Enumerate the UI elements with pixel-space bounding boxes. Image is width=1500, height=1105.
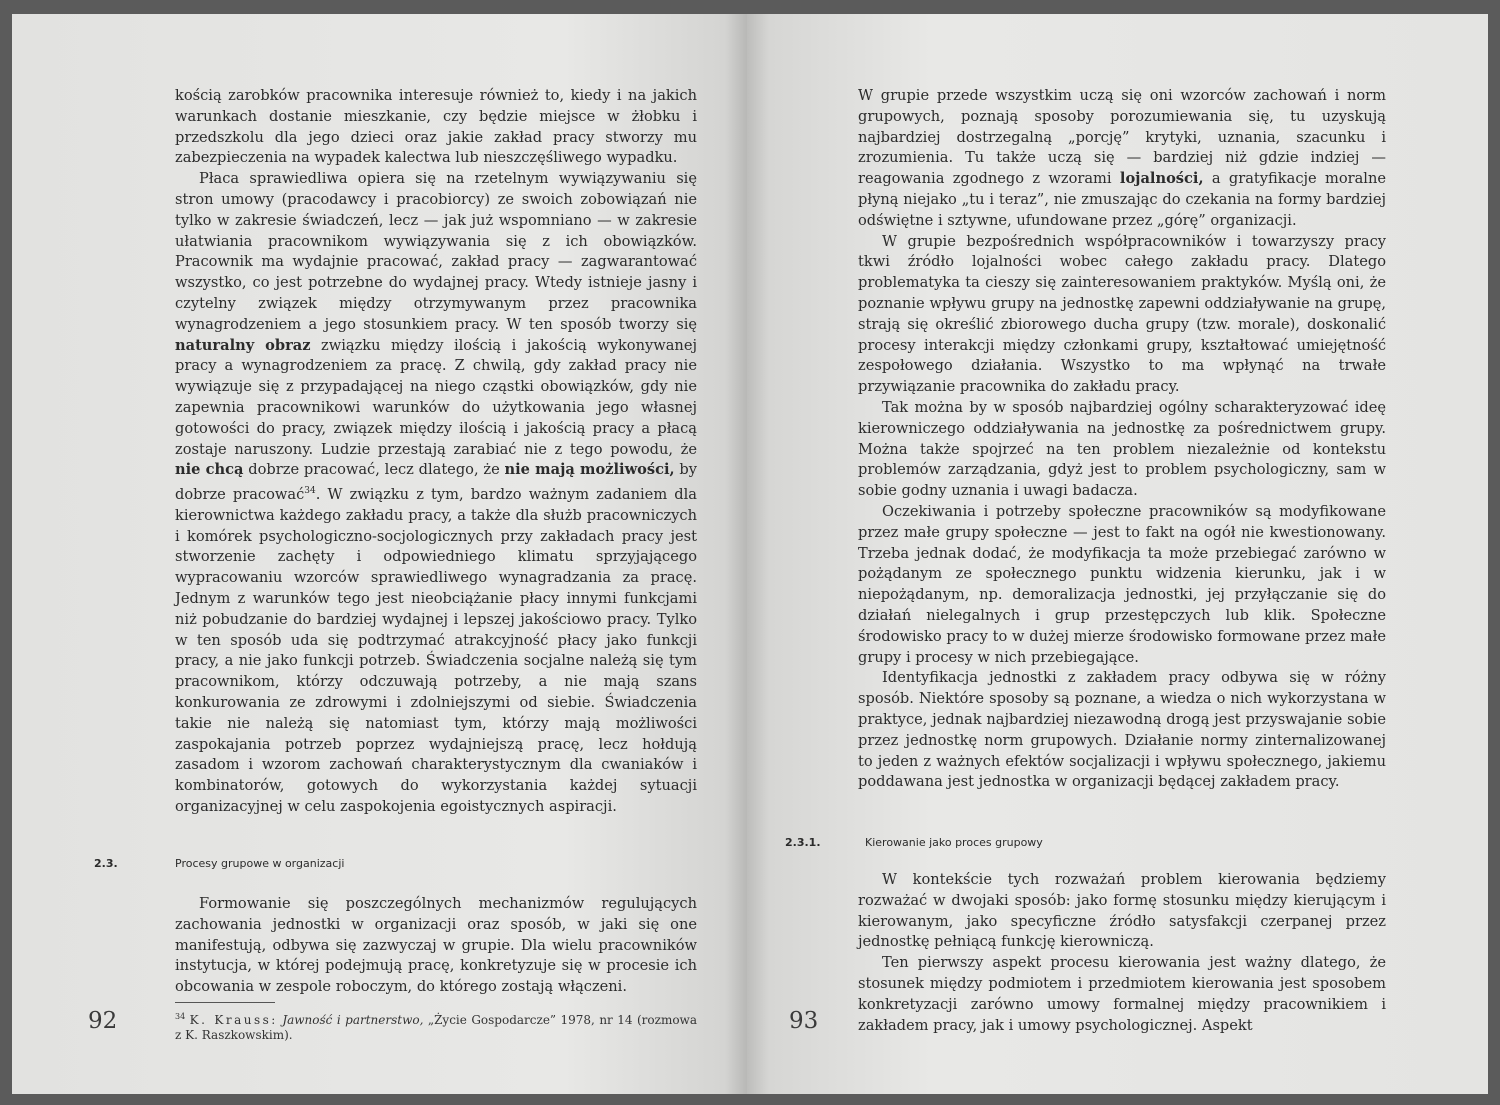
footnote-rest: „Życie Gospodarcze” 1978, nr 14 (rozmowa z K. Raszkowskim). — [175, 1013, 697, 1042]
text-run: dobrze pracować, lecz dlatego, że — [243, 461, 505, 479]
paragraph — [858, 86, 1386, 232]
page-number-left: 92 — [88, 1008, 118, 1034]
left-page — [12, 14, 747, 1094]
paragraph — [175, 86, 697, 169]
footnote-title: Jawność i partnerstwo, — [282, 1013, 424, 1027]
right-page-section-text — [858, 870, 1386, 1036]
text-run: Płaca sprawiedliwa opiera się na rzetelnym wywiązywaniu się stron umowy (pracodawcy i pracobiorcy) ze swoich zobowiązań nie tylko w zakresie świadczeń, lecz — jak już wspomniano — w zakresie ułatwiania pracownikom wywiązywania się z ich obowiązków. Pracownik ma wydajnie pracować, zakład pracy — zagwarantować wszystko, co jest potrzebne do wydajnej pracy. Wtedy istnieje jasny i czytelny związek między otrzymywanym przez pracownika wynagrodzeniem a jego stosunkiem pracy. W ten sposób tworzy się — [175, 170, 697, 333]
paragraph — [858, 502, 1386, 668]
right-page — [747, 14, 1488, 1094]
emphasis: naturalny obraz — [175, 336, 311, 354]
paragraph — [858, 232, 1386, 398]
text-run: W grupie bezpośrednich współpracowników i towarzyszy pracy tkwi źródło lojalności wobec całego zakładu pracy. Dlatego problematyka ta cieszy się zainteresowaniem praktyków. Myślą oni, że poznanie wpływu grupy na jednostkę zapewni oddziaływanie na grupę, strają się określić zbiorowego ducha grupy (tzw. morale), doskonalić procesy interakcji między członkami grupy, kształtować umiejętność zespołowego działania. Wszystko to ma wpłynąć na trwałe przywiązanie pracownika do zakładu pracy. — [858, 232, 1386, 396]
section-number: 2.3. — [94, 857, 118, 870]
emphasis: lojalności, — [1119, 170, 1204, 188]
section-heading-2-3 — [94, 857, 118, 870]
section-title-2-3-1 — [865, 836, 1043, 849]
section-title-2-3 — [175, 857, 344, 870]
paragraph — [858, 953, 1386, 1036]
emphasis: nie chcą — [175, 461, 244, 479]
text-run: Ten pierwszy aspekt procesu kierowania jest ważny dlatego, że stosunek między podmiotem i przedmiotem kierowania jest sposobem konkretyzacji zarówno umowy formalnej między pracownikiem i zakładem pracy, jak i umowy psychologicznej. Aspekt — [858, 954, 1386, 1034]
text-run: Tak można by w sposób najbardziej ogólny scharakteryzować ideę kierowniczego oddziaływania na jednostkę za pośrednictwem grupy. Można także spojrzeć na ten problem niezależnie od kontekstu problemów zarządzania, gdyż jest to problem psychologiczny, sam w sobie godny uznania i uwagi badacza. — [858, 398, 1386, 500]
text-run: związku między ilością i jakością wykonywanej pracy a wynagrodzeniem za pracę. Z chwilą, gdy zakład pracy nie wywiązuje się z przypadającej na niego cząstki obowiązków, gdy nie zapewnia pracownikowi warunków do użytkowania jego własnej gotowości do pracy, związek między ilością i jakością pracy a płacą zostaje naruszony. Ludzie przestają zarabiać nie z tego powodu, że — [175, 336, 697, 458]
paragraph — [858, 668, 1386, 793]
paragraph — [175, 169, 697, 818]
footnote-34 — [175, 1009, 697, 1043]
paragraph — [858, 870, 1386, 953]
page-number-right: 93 — [789, 1008, 819, 1034]
section-title: Kierowanie jako proces grupowy — [865, 836, 1043, 849]
emphasis: nie mają możliwości, — [504, 461, 675, 479]
footnote-rule — [175, 1002, 275, 1003]
text-run: a gratyfikacje moralne płyną niejako „tu i teraz”, nie zmuszając do czekania na formy bardziej odświętne i sztywne, ufundowane przez „górę” organizacji. — [858, 170, 1386, 229]
text-run: . W związku z tym, bardzo ważnym zadaniem dla kierownictwa każdego zakładu pracy, a także dla służb pracowniczych i komórek psychologiczno-socjologicznych przy zakładach pracy jest stworzenie zachęty i odpowiedniego klimatu sprzyjającego wypracowaniu wzorców sprawiedliwego wynagradzania za pracę. Jednym z warunków tego jest nieobciążanie płacy innymi funkcjami niż pobudzanie do bardziej wydajnej i lepszej jakościowo pracy. Tylko w ten sposób uda się podtrzymać atrakcyjność płacy jako funkcji pracy, a nie jako funkcji potrzeb. Świadczenia socjalne należą się tym pracownikom, którzy odczuwają potrzeby, a nie mają szans konkurowania ze zdrowymi i zdolniejszymi od siebie. Świadczenia takie nie należą się natomiast tym, którzy mają możliwości zaspokajania potrzeb poprzez wydajniejszą pracę, lecz hołdują zasadom i wzorom zachowań charakterystycznym dla cwaniaków i kombinatorów, gotowych do wykorzystania każdej sytuacji organizacyjnej w celu zaspokojenia egoistycznych aspiracji. — [175, 486, 697, 815]
text-run: Oczekiwania i potrzeby społeczne pracowników są modyfikowane przez małe grupy społeczne — jest to fakt na ogół nie kwestionowany. Trzeba jednak dodać, że modyfikacja ta może przebiegać zarówno w pożądanym ze społecznego punktu widzenia kierunku, jak i w niepożądanym, np. demoralizacja jednostki, jej przyłączanie się do działań nielegalnych i grup przestępczych lub klik. Społeczne środowisko pracy to w dużej mierze środowisko formowane przez małe grupy i procesy w nich przebiegające. — [858, 502, 1386, 666]
footnote-marker: 34 — [175, 1012, 186, 1021]
section-title: Procesy grupowe w organizacji — [175, 857, 345, 870]
footnote-author: K. Krauss: — [189, 1013, 278, 1027]
section-number: 2.3.1. — [785, 836, 821, 849]
left-page-section-text — [175, 894, 697, 998]
text-run: W grupie przede wszystkim uczą się oni wzorców zachowań i norm grupowych, poznają sposoby porozumiewania się, tu uzyskują najbardziej dostrzegalną „porcję” krytyki, uznania, szacunku i zrozumienia. Tu także uczą się — bardziej niż gdzie indziej — reagowania zgodnego z wzorami — [858, 87, 1386, 188]
footnote-reference: 34 — [304, 486, 316, 497]
left-page-body-text — [175, 86, 697, 818]
text-run: kością zarobków pracownika interesuje również to, kiedy i na jakich warunkach dostanie mieszkanie, czy będzie miejsce w żłobku i przedszkolu dla jego dzieci oraz jakie zakład pracy stworzy mu zabezpieczenia na wypadek kalectwa lub nieszczęśliwego wypadku. — [175, 87, 697, 167]
right-page-body-text — [858, 86, 1386, 793]
text-run: by dobrze pracować — [175, 461, 698, 503]
text-run: W kontekście tych rozważań problem kierowania będziemy rozważać w dwojaki sposób: jako formę stosunku między kierującym i kierowanym, jako specyficzne źródło satysfakcji czerpanej przez jednostkę pełniącą funkcję kierowniczą. — [858, 871, 1386, 951]
text-run: Identyfikacja jednostki z zakładem pracy odbywa się w różny sposób. Niektóre sposoby są poznane, a wiedza o nich wykorzystana w praktyce, jednak najbardziej niezawodną drogą jest przyswajanie sobie przez jednostkę norm grupowych. Działanie normy zinternalizowanej to jeden z ważnych efektów socjalizacji i wpływu społecznego, jakiemu poddawana jest jednostka w organizacji będącej zakładem pracy. — [858, 669, 1386, 791]
section-heading-2-3-1 — [785, 836, 821, 849]
book-spread — [12, 14, 1488, 1094]
text-run: Formowanie się poszczególnych mechanizmów regulujących zachowania jednostki w organizacji oraz sposób, w jaki się one manifestują, odbywa się zazwyczaj w grupie. Dla wielu pracowników instytucja, w której podejmują pracę, konkretyzuje się w procesie ich obcowania w zespole roboczym, do którego zostają włączeni. — [175, 895, 697, 996]
paragraph — [858, 398, 1386, 502]
paragraph — [175, 894, 697, 998]
